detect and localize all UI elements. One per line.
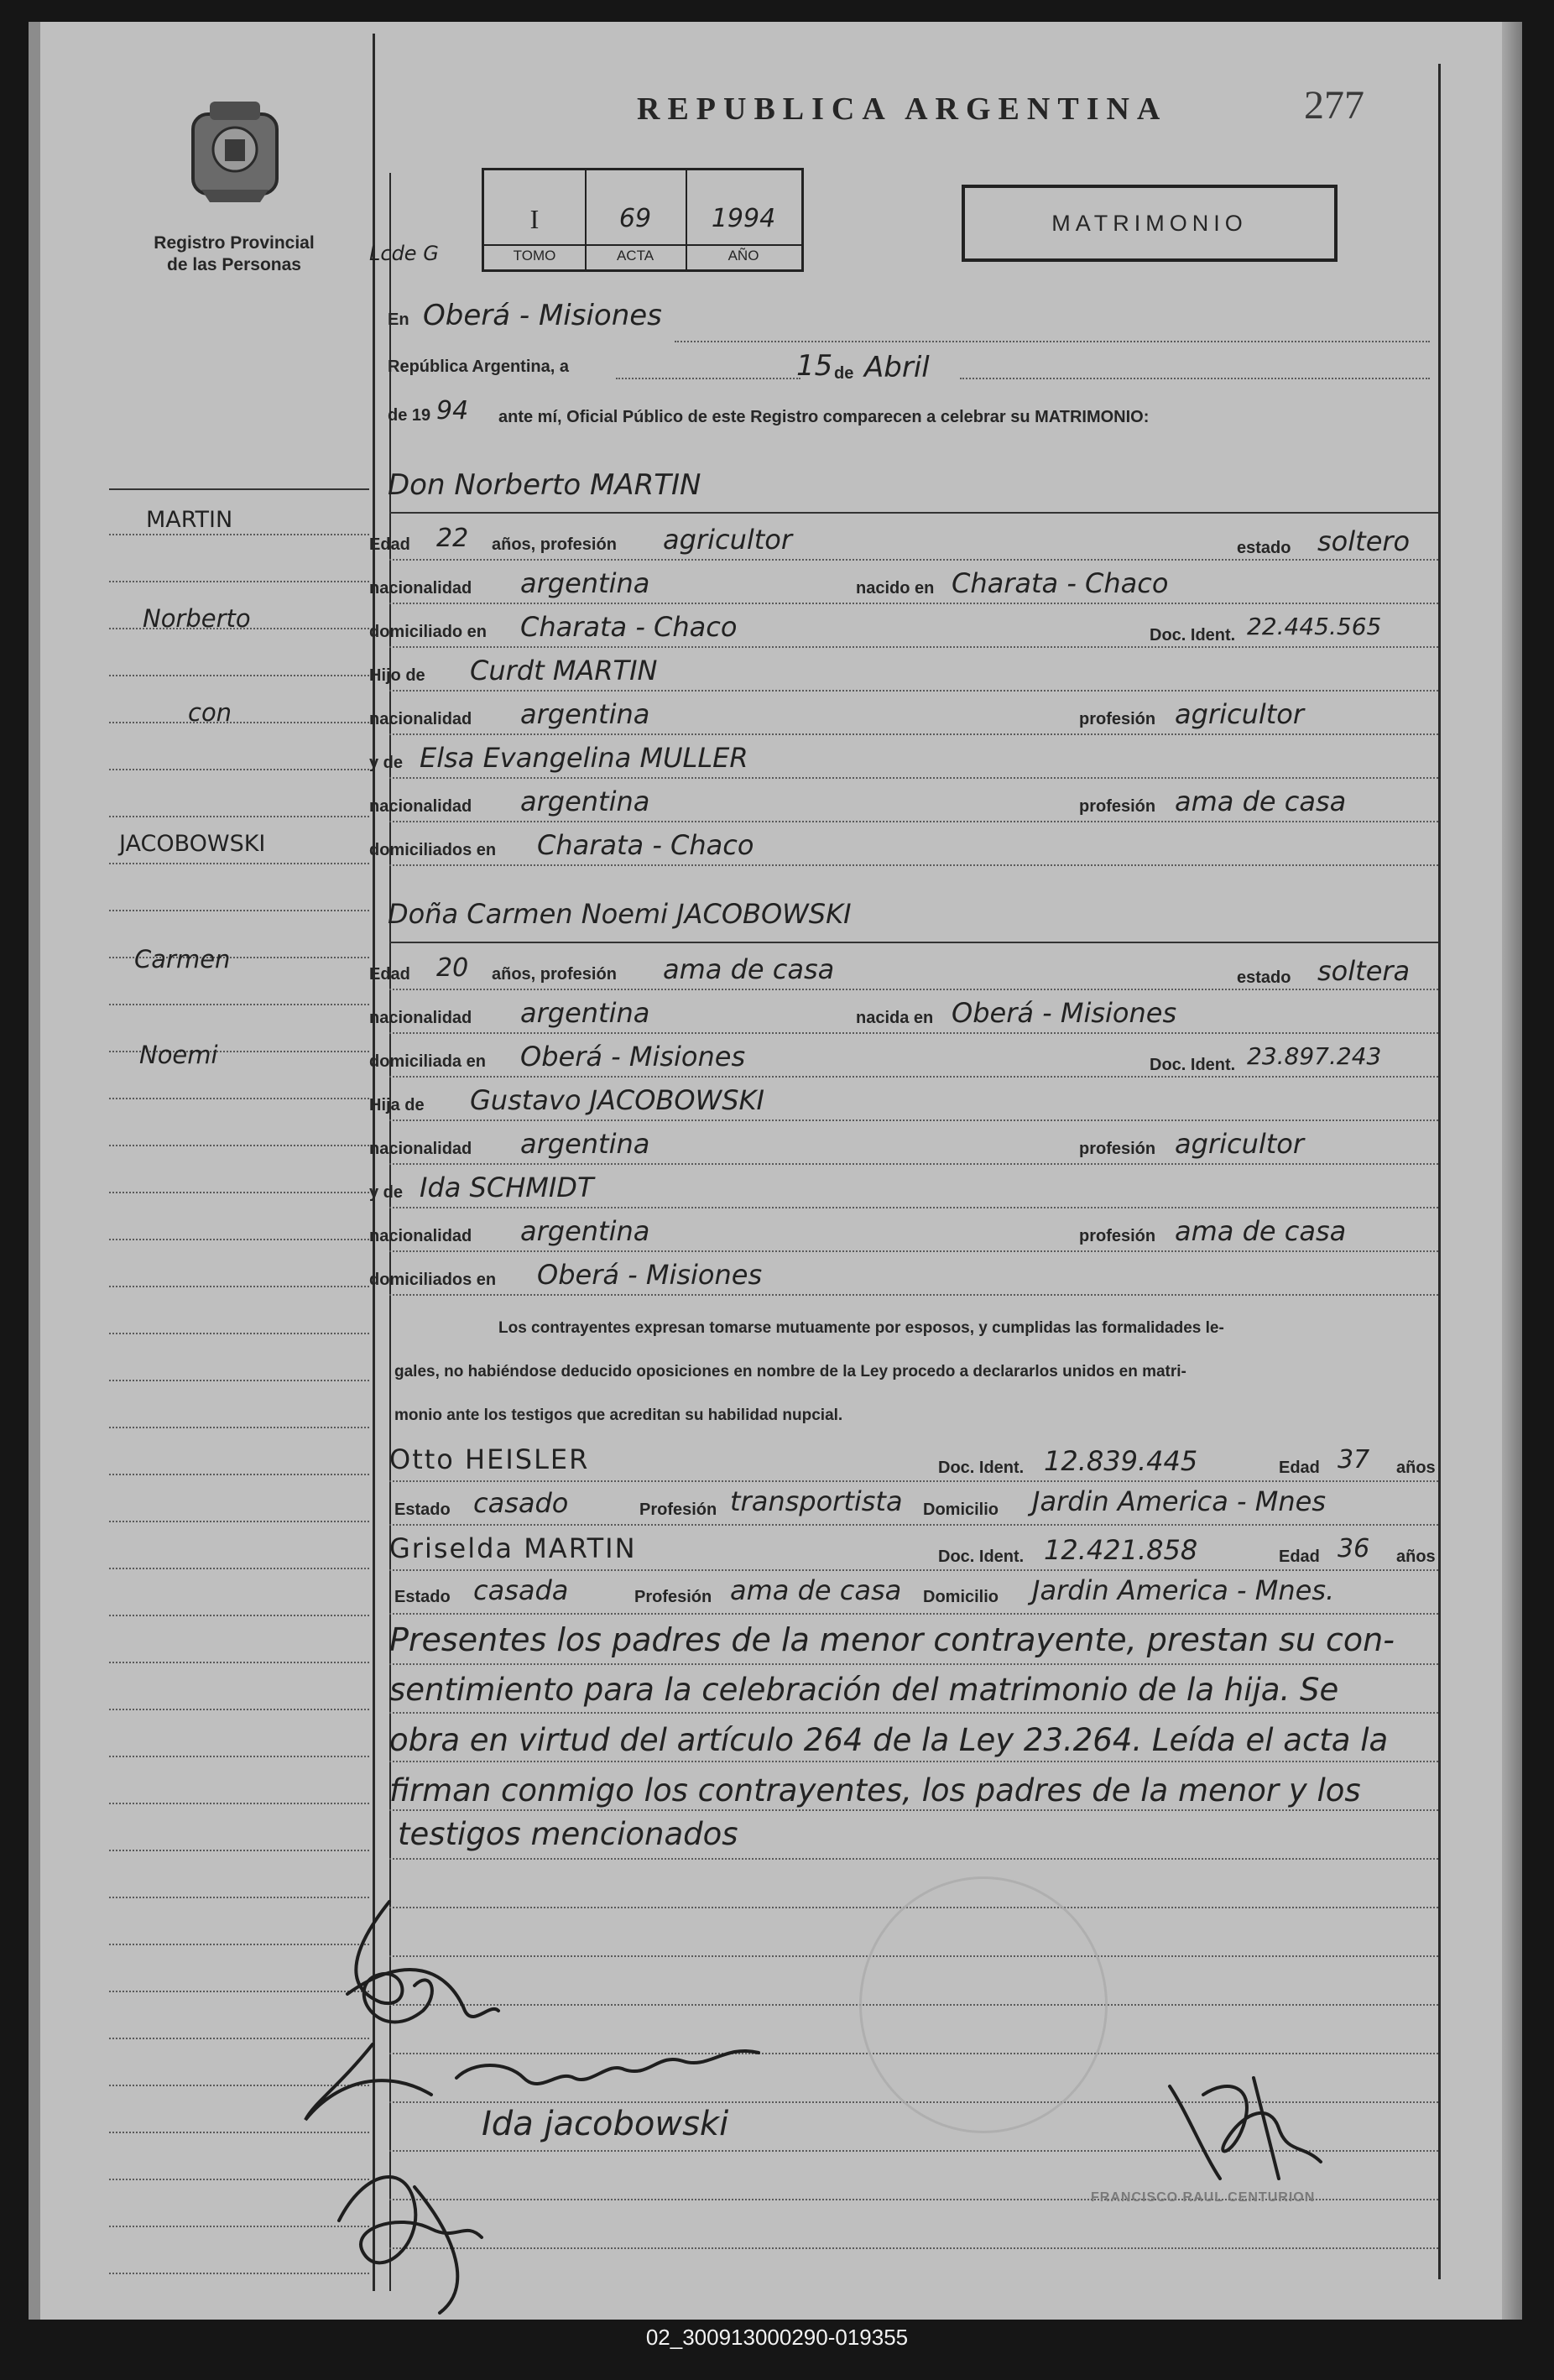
margin-ruled-line — [109, 1850, 369, 1851]
groom-mother: Elsa Evangelina MULLER — [420, 742, 748, 774]
republica-label: República Argentina, a — [388, 358, 569, 376]
margin-name-bride-2: Noemi — [139, 1041, 218, 1069]
groom-nationality: argentina — [520, 567, 650, 599]
image-caption: 02_300913000290-019355 — [645, 2325, 909, 2350]
groom-domicile: Charata - Chaco — [520, 611, 738, 643]
bride-estado: soltera — [1317, 955, 1411, 987]
groom-profession: agricultor — [663, 524, 793, 556]
notes-line2: sentimiento para la celebración del matrimonio de la hija. Se — [389, 1672, 1339, 1708]
bride-dom-label: domiciliada en — [369, 1052, 486, 1071]
groom-estado: soltero — [1317, 525, 1411, 557]
left-note: Lcde G — [369, 242, 439, 265]
bride-name: Doña Carmen Noemi JACOBOWSKI — [388, 898, 852, 930]
year-prefix: de 19 — [388, 406, 431, 425]
witness1-doc-label: Doc. Ident. — [938, 1459, 1025, 1477]
margin-surname-bride: JACOBOWSKI — [119, 831, 266, 857]
tomo-label: TOMO — [513, 248, 556, 264]
margin-ruled-line — [109, 1286, 369, 1287]
official-stamp-text: FRANCISCO RAUL CENTURION — [1091, 2190, 1316, 2205]
bride-row-line — [389, 1294, 1438, 1296]
tomo-value: I — [529, 204, 540, 234]
bride-row-line — [389, 1163, 1438, 1165]
bride-father-nat: argentina — [520, 1128, 650, 1160]
official-signature-illustration — [1153, 2061, 1338, 2195]
margin-con: con — [188, 698, 232, 727]
bride-father-nat-label: nacionalidad — [369, 1140, 472, 1158]
bride-row-line — [389, 1207, 1438, 1208]
margin-ruled-line — [109, 1709, 369, 1710]
notes-line3: obra en virtud del artículo 264 de la Ley 23.264. Leída el acta la — [389, 1722, 1389, 1758]
register-page — [29, 22, 1522, 2320]
groom-father-nat: argentina — [520, 698, 650, 730]
groom-doc: 22.445.565 — [1247, 613, 1382, 640]
anio-value: 1994 — [711, 204, 776, 233]
intro-day: 15 — [796, 349, 833, 383]
witness1-name: Otto HEISLER — [389, 1443, 590, 1475]
margin-ruled-line — [109, 1521, 369, 1522]
groom-row-line — [389, 733, 1438, 735]
groom-father-label: Hijo de — [369, 666, 425, 685]
groom-estado-label: estado — [1237, 539, 1291, 557]
notes-line4: firman conmigo los contrayentes, los padres de la menor y los — [389, 1772, 1361, 1808]
witness1-profession: transportista — [730, 1485, 903, 1517]
declaration-line1: Los contrayentes expresan tomarse mutuamente por esposos, y cumplidas las formalidades le- — [498, 1319, 1224, 1337]
witness1-domicile: Jardin America - Mnes — [1032, 1485, 1326, 1517]
intro-month: Abril — [864, 351, 930, 384]
notes-ruled-line — [389, 1809, 1438, 1811]
margin-ruled-line — [109, 534, 369, 535]
witness1-anos-label: años — [1396, 1459, 1436, 1477]
right-border — [1438, 64, 1441, 2279]
margin-ruled-line — [109, 1474, 369, 1475]
margin-ruled-line — [109, 816, 369, 817]
record-type-box — [962, 185, 1338, 262]
witness1-age: 37 — [1338, 1445, 1370, 1474]
page-edge — [1502, 22, 1522, 2320]
bride-father: Gustavo JACOBOWSKI — [470, 1084, 764, 1116]
witness2-estado: casada — [473, 1574, 569, 1606]
intro-place: Oberá - Misiones — [423, 299, 662, 332]
anio-label: AÑO — [727, 248, 759, 264]
groom-doc-label: Doc. Ident. — [1150, 626, 1236, 645]
witness2-profession: ama de casa — [730, 1574, 902, 1606]
bride-parents-dom-label: domiciliados en — [369, 1271, 497, 1289]
witness2-age: 36 — [1338, 1534, 1370, 1563]
groom-parents-dom-label: domiciliados en — [369, 841, 497, 859]
groom-row-line — [389, 559, 1438, 561]
margin-ruled-line — [109, 1427, 369, 1428]
intro-statement: ante mí, Oficial Público de este Registro comparecen a celebrar su MATRIMONIO: — [498, 408, 1150, 426]
bride-father-label: Hija de — [369, 1096, 425, 1114]
groom-row-line — [389, 646, 1438, 648]
groom-born-label: nacido en — [856, 579, 935, 598]
groom-edad-label: Edad — [369, 535, 410, 554]
bride-nationality: argentina — [520, 997, 650, 1029]
groom-mother-prof-label: profesión — [1079, 797, 1156, 816]
groom-mother-nat-label: nacionalidad — [369, 797, 472, 816]
bride-row-line — [389, 989, 1438, 990]
margin-ruled-line — [109, 1239, 369, 1240]
notes-line1: Presentes los padres de la menor contrayente, prestan su con- — [389, 1621, 1395, 1658]
acta-value: 69 — [618, 204, 652, 233]
margin-ruled-line — [109, 1145, 369, 1146]
margin-rule — [109, 488, 369, 490]
margin-ruled-line — [109, 1615, 369, 1616]
margin-surname-groom: MARTIN — [146, 507, 233, 533]
bride-mother-prof-label: profesión — [1079, 1227, 1156, 1245]
groom-mother-label: y de — [369, 754, 404, 772]
witness2-prof-label: Profesión — [634, 1588, 712, 1606]
margin-ruled-line — [109, 1098, 369, 1099]
bride-mother-prof: ama de casa — [1175, 1215, 1347, 1247]
witness1-doc: 12.839.445 — [1044, 1445, 1198, 1477]
witness1-estado-label: Estado — [394, 1501, 451, 1519]
margin-ruled-line — [109, 675, 369, 676]
signatures-illustration — [289, 1868, 977, 2338]
bride-row-line — [389, 1120, 1438, 1121]
bride-mother-label: y de — [369, 1183, 404, 1202]
groom-anos-label: años, profesión — [492, 535, 617, 554]
bride-mother-nat-label: nacionalidad — [369, 1227, 472, 1245]
groom-row-line — [389, 603, 1438, 604]
en-label: En — [388, 311, 409, 329]
witness2-dom-label: Domicilio — [923, 1588, 999, 1606]
bride-father-prof-label: profesión — [1079, 1140, 1156, 1158]
groom-row-line — [389, 864, 1438, 866]
groom-section-rule — [389, 512, 1438, 514]
bride-nac-label: nacionalidad — [369, 1009, 472, 1027]
bride-anos-label: años, profesión — [492, 965, 617, 984]
notes-line5: testigos mencionados — [398, 1816, 738, 1852]
notes-ruled-line — [389, 1858, 1438, 1860]
witness1-prof-label: Profesión — [639, 1501, 717, 1519]
mother-signature: Ida jacobowski — [482, 2105, 729, 2143]
witness2-edad-label: Edad — [1279, 1548, 1320, 1566]
witness1-estado: casado — [473, 1487, 569, 1519]
bride-estado-label: estado — [1237, 968, 1291, 987]
groom-father-prof: agricultor — [1175, 698, 1305, 730]
groom-nac-label: nacionalidad — [369, 579, 472, 598]
witness2-doc-label: Doc. Ident. — [938, 1548, 1025, 1566]
bride-doc-label: Doc. Ident. — [1150, 1056, 1236, 1074]
bride-profession: ama de casa — [663, 953, 835, 985]
bride-section-rule — [389, 942, 1438, 943]
record-number-box — [482, 168, 804, 272]
bride-parents-dom: Oberá - Misiones — [537, 1259, 763, 1291]
bride-row-line — [389, 1076, 1438, 1078]
groom-mother-prof: ama de casa — [1175, 786, 1347, 817]
notes-ruled-line — [389, 1663, 1438, 1665]
witness2-doc: 12.421.858 — [1044, 1534, 1198, 1566]
intro-year: 94 — [436, 396, 469, 425]
bride-born: Oberá - Misiones — [952, 997, 1177, 1029]
margin-ruled-line — [109, 722, 369, 723]
groom-born: Charata - Chaco — [952, 567, 1169, 599]
groom-father-nat-label: nacionalidad — [369, 710, 472, 728]
bride-doc: 23.897.243 — [1247, 1042, 1382, 1070]
registry-name-line2: de las Personas — [167, 255, 301, 274]
bride-row-line — [389, 1250, 1438, 1252]
bride-age: 20 — [436, 953, 469, 983]
notes-ruled-line — [389, 1712, 1438, 1714]
groom-name: Don Norberto MARTIN — [388, 468, 701, 502]
page-number: 277 — [1304, 83, 1364, 128]
margin-ruled-line — [109, 1192, 369, 1193]
witness1-edad-label: Edad — [1279, 1459, 1320, 1477]
groom-age: 22 — [436, 524, 469, 553]
witness2-name: Griselda MARTIN — [389, 1532, 637, 1564]
margin-ruled-line — [109, 769, 369, 770]
declaration-line3: monio ante los testigos que acreditan su habilidad nupcial. — [394, 1407, 843, 1424]
groom-father: Curdt MARTIN — [470, 655, 658, 686]
margin-ruled-line — [109, 1380, 369, 1381]
groom-parents-dom: Charata - Chaco — [537, 829, 754, 861]
margin-name-groom: Norberto — [143, 604, 251, 633]
witness2-anos-label: años — [1396, 1548, 1436, 1566]
bride-mother: Ida SCHMIDT — [420, 1172, 594, 1203]
bride-father-prof: agricultor — [1175, 1128, 1305, 1160]
declaration-line2: gales, no habiéndose deducido oposiciones en nombre de la Ley procedo a declararlos unidos en matri- — [394, 1363, 1186, 1381]
margin-ruled-line — [109, 1004, 369, 1005]
groom-dom-label: domiciliado en — [369, 623, 488, 641]
margin-ruled-line — [109, 581, 369, 582]
margin-ruled-line — [109, 1662, 369, 1663]
registry-name-line1: Registro Provincial — [154, 233, 315, 253]
margin-ruled-line — [109, 1756, 369, 1757]
witness2-estado-label: Estado — [394, 1588, 451, 1606]
bride-born-label: nacida en — [856, 1009, 934, 1027]
margin-ruled-line — [109, 1803, 369, 1804]
acta-label: ACTA — [616, 248, 654, 264]
groom-mother-nat: argentina — [520, 786, 650, 817]
bride-domicile: Oberá - Misiones — [520, 1041, 746, 1073]
notes-ruled-line — [389, 1761, 1438, 1762]
groom-father-prof-label: profesión — [1079, 710, 1156, 728]
record-type: MATRIMONIO — [1051, 210, 1248, 236]
book-spine — [29, 22, 40, 2320]
bride-row-line — [389, 1032, 1438, 1034]
witness2-domicile: Jardin America - Mnes. — [1032, 1574, 1335, 1606]
witness1-dom-label: Domicilio — [923, 1501, 999, 1519]
margin-ruled-line — [109, 863, 369, 864]
groom-row-line — [389, 821, 1438, 822]
margin-name-bride: Carmen — [134, 945, 231, 973]
margin-ruled-line — [109, 910, 369, 911]
groom-row-line — [389, 690, 1438, 692]
margin-ruled-line — [109, 1568, 369, 1569]
bride-edad-label: Edad — [369, 965, 410, 984]
intro-de-label: de — [834, 364, 854, 383]
country-title: REPUBLICA ARGENTINA — [637, 91, 1168, 127]
bride-mother-nat: argentina — [520, 1215, 650, 1247]
registry-emblem-icon — [185, 97, 285, 206]
margin-ruled-line — [109, 1333, 369, 1334]
groom-row-line — [389, 777, 1438, 779]
